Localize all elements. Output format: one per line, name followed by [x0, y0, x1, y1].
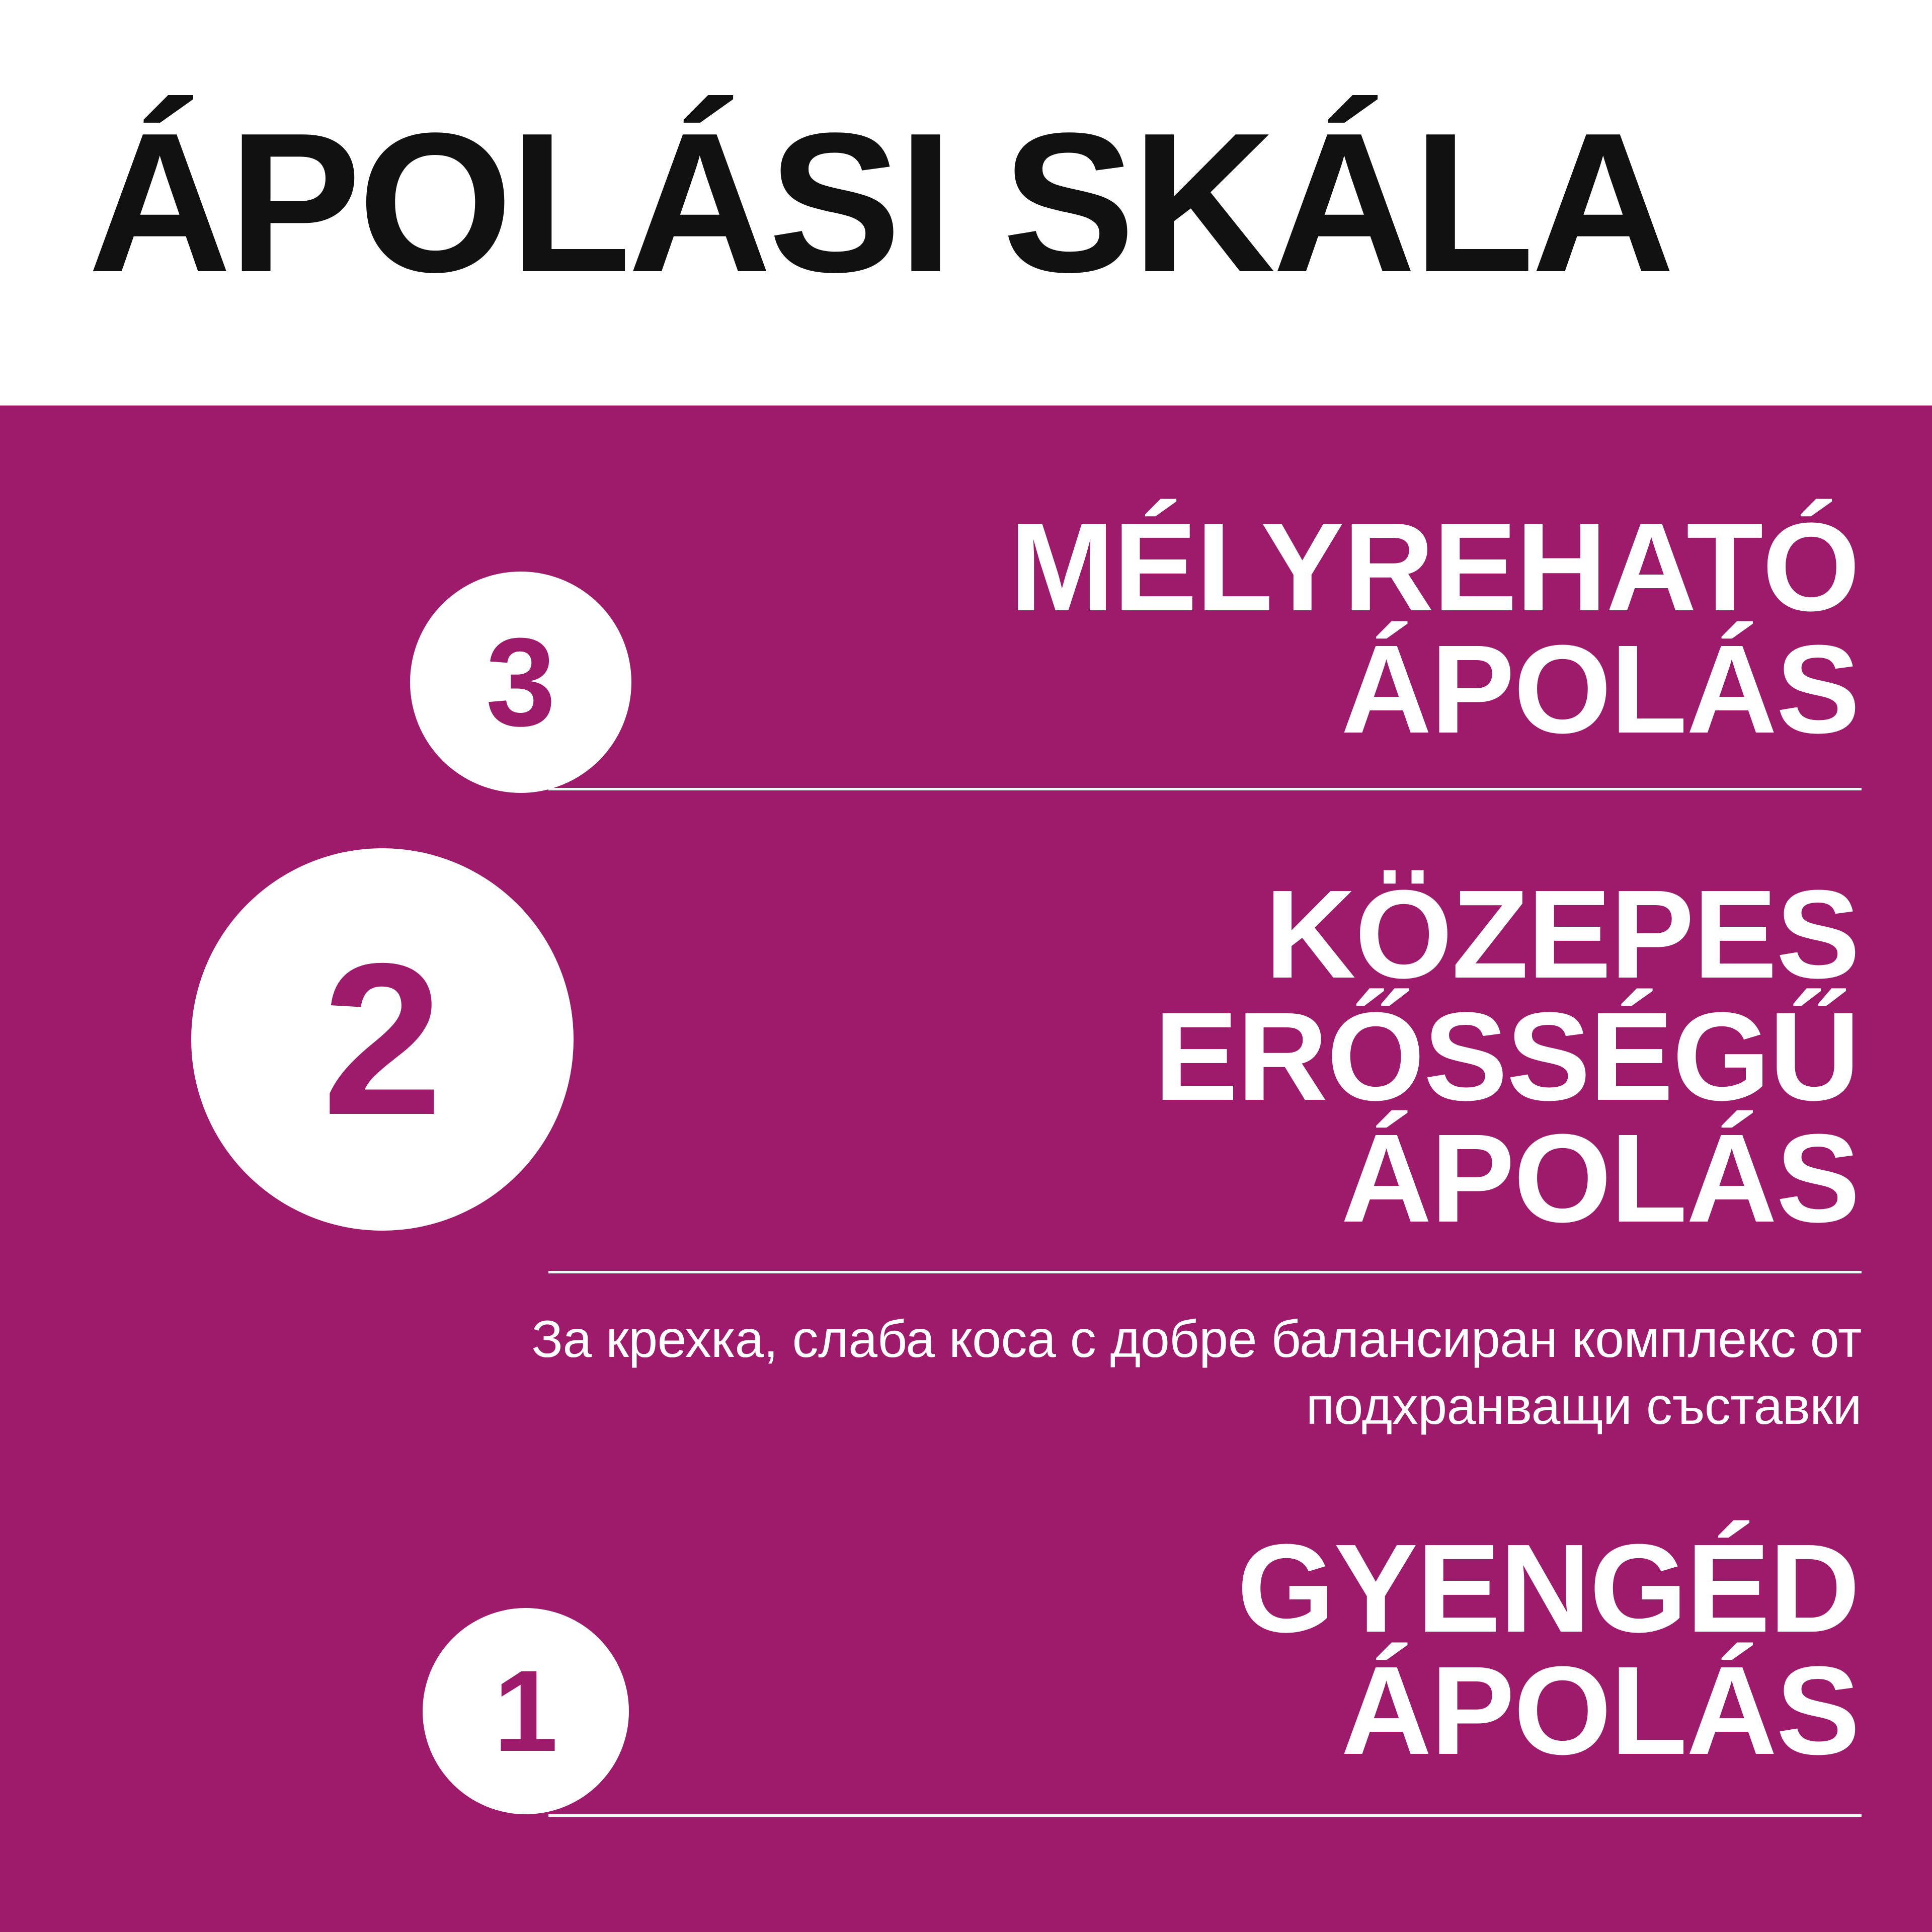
poster-header	[0, 0, 1932, 406]
scale-description: За крехка, слаба коса с добре балансиран комплекс от подхранващи съставки	[531, 1310, 1862, 1436]
divider-2	[548, 1271, 1862, 1273]
scale-label-2	[564, 864, 1859, 1248]
scale-label-1	[805, 1518, 1859, 1781]
scale-label-1-line1: GYENGÉD	[1237, 1518, 1859, 1658]
divider-1	[548, 1814, 1862, 1817]
scale-number-badge-1: 1	[423, 1608, 629, 1814]
scale-label-3-line2: ÁPOLÁS	[1341, 618, 1859, 759]
page-title: ÁPOLÁSI SKÁLA	[88, 91, 1672, 314]
divider-3	[548, 788, 1862, 790]
scale-label-2-line1: KÖZEPES ERŐSSÉGŰ	[1154, 864, 1859, 1126]
scale-label-2-line2: ÁPOLÁS	[1341, 1108, 1859, 1248]
scale-label-1-line2: ÁPOLÁS	[1341, 1640, 1859, 1781]
scale-panel	[0, 406, 1932, 1932]
scale-label-3	[755, 497, 1859, 759]
scale-number-badge-2: 2	[191, 848, 574, 1231]
scale-number-badge-3: 3	[410, 572, 631, 793]
scale-label-3-line1: MÉLYREHATÓ	[1009, 497, 1859, 637]
